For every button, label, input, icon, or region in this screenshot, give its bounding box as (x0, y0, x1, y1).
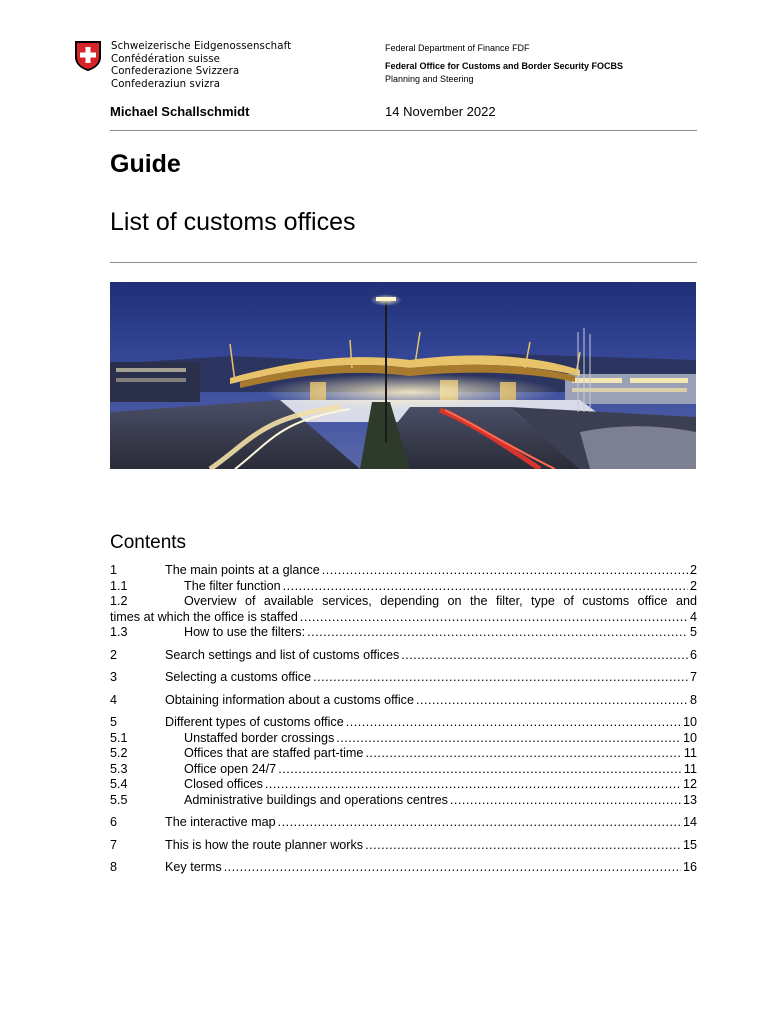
toc-entry[interactable] (110, 731, 697, 747)
toc-entry[interactable] (110, 762, 697, 778)
confederation-name-it: Confederazione Svizzera (111, 66, 240, 78)
swiss-crest-icon (74, 40, 102, 72)
department-name: Federal Department of Finance FDF (385, 43, 530, 53)
toc-page-number: 10 (682, 715, 697, 729)
contents-heading: Contents (110, 532, 187, 553)
toc-label: Overview of available services, depending on the filter, type of customs office and (184, 594, 697, 608)
toc-page-number: 8 (689, 692, 697, 707)
toc-group-gap (110, 853, 697, 860)
toc-label: Closed offices (184, 777, 263, 791)
toc-page-number: 14 (682, 815, 697, 829)
toc-entry[interactable] (110, 579, 697, 595)
toc-leader-dots (224, 860, 681, 876)
toc-entry[interactable] (110, 670, 697, 686)
toc-entry[interactable] (110, 693, 697, 709)
toc-leader-dots (265, 777, 681, 793)
toc-number: 4 (110, 692, 118, 707)
toc-page-number: 2 (689, 578, 697, 593)
toc-label: The filter function (184, 578, 281, 593)
toc-entry[interactable] (110, 793, 697, 809)
toc-label: Unstaffed border crossings (184, 730, 335, 745)
document-type: Guide (110, 150, 181, 178)
toc-number: 7 (110, 837, 118, 852)
toc-page-number: 5 (689, 625, 697, 639)
border-crossing-photo (110, 282, 696, 469)
toc-entry[interactable] (110, 594, 697, 625)
toc-label: Office open 24/7 (184, 761, 277, 776)
toc-group-gap (110, 808, 697, 815)
toc-group-gap (110, 641, 697, 648)
toc-entry[interactable] (110, 648, 697, 664)
toc-label: Search settings and list of customs offices (165, 647, 400, 662)
toc-label: Administrative buildings and operations centres (184, 792, 448, 807)
toc-label: Obtaining information about a customs office (165, 692, 414, 707)
toc-leader-dots (365, 746, 681, 762)
toc-leader-dots (300, 610, 688, 626)
toc-entry[interactable] (110, 563, 697, 579)
toc-page-number: 2 (689, 563, 697, 577)
toc-leader-dots (278, 815, 681, 831)
toc-leader-dots (336, 731, 681, 747)
toc-number: 5.3 (110, 761, 128, 776)
toc-leader-dots (322, 563, 688, 579)
confederation-name-de: Schweizerische Eidgenossenschaft (111, 41, 292, 52)
toc-leader-dots (278, 762, 682, 778)
toc-label: Key terms (165, 860, 222, 874)
toc-leader-dots (450, 793, 681, 809)
toc-page-number: 15 (682, 837, 697, 852)
toc-label: This is how the route planner works (165, 837, 364, 852)
toc-leader-dots (346, 715, 681, 731)
toc-number: 1.3 (110, 625, 128, 639)
toc-number: 3 (110, 670, 118, 684)
toc-number: 6 (110, 815, 118, 829)
toc-group-gap (110, 663, 697, 670)
toc-label: How to use the filters: (184, 625, 306, 639)
toc-page-number: 13 (682, 792, 697, 807)
toc-leader-dots (283, 579, 688, 595)
toc-number: 5.4 (110, 777, 128, 791)
toc-label: Selecting a customs office (165, 670, 312, 684)
title-divider (110, 262, 697, 263)
document-title: List of customs offices (110, 208, 356, 236)
author-name: Michael Schallschmidt (110, 104, 250, 119)
toc-entry[interactable] (110, 860, 697, 876)
confederation-name-rm: Confederaziun svizra (111, 78, 221, 90)
toc-leader-dots (313, 670, 688, 686)
toc-group-gap (110, 686, 697, 693)
toc-page-number: 10 (682, 730, 697, 745)
toc-number: 5.5 (110, 792, 128, 807)
toc-entry[interactable] (110, 777, 697, 793)
toc-number: 8 (110, 860, 118, 874)
toc-label: The interactive map (165, 815, 276, 829)
toc-page-number: 11 (683, 761, 697, 776)
toc-number: 2 (110, 647, 118, 662)
toc-group-gap (110, 831, 697, 838)
toc-leader-dots (401, 648, 688, 664)
document-date: 14 November 2022 (385, 104, 496, 119)
office-name: Federal Office for Customs and Border Security FOCBS (385, 61, 624, 71)
toc-label: Offices that are staffed part-time (184, 746, 364, 760)
toc-leader-dots (307, 625, 688, 641)
toc-number: 1 (110, 563, 118, 577)
confederation-names (111, 41, 291, 91)
toc-label: Different types of customs office (165, 715, 344, 729)
toc-page-number: 4 (689, 609, 697, 624)
toc-label-continued: times at which the office is staffed (110, 609, 298, 624)
toc-page-number: 7 (689, 670, 697, 684)
toc-entry[interactable] (110, 815, 697, 831)
toc-number: 5 (110, 715, 118, 729)
table-of-contents (110, 563, 697, 876)
toc-leader-dots (416, 693, 688, 709)
toc-entry[interactable] (110, 838, 697, 854)
toc-entry[interactable] (110, 746, 697, 762)
toc-page-number: 11 (683, 746, 697, 760)
toc-page-number: 12 (682, 777, 697, 791)
toc-number: 1.1 (110, 578, 128, 593)
toc-label: The main points at a glance (165, 563, 320, 577)
toc-number: 5.1 (110, 730, 128, 745)
toc-group-gap (110, 708, 697, 715)
confederation-name-fr: Confédération suisse (111, 53, 221, 65)
toc-entry[interactable] (110, 625, 697, 641)
unit-name: Planning and Steering (385, 74, 474, 84)
toc-page-number: 6 (689, 647, 697, 662)
toc-page-number: 16 (682, 860, 697, 874)
toc-leader-dots (365, 838, 681, 854)
toc-number: 1.2 (110, 594, 128, 608)
toc-number: 5.2 (110, 746, 128, 760)
toc-entry[interactable] (110, 715, 697, 731)
header-divider (110, 130, 697, 131)
